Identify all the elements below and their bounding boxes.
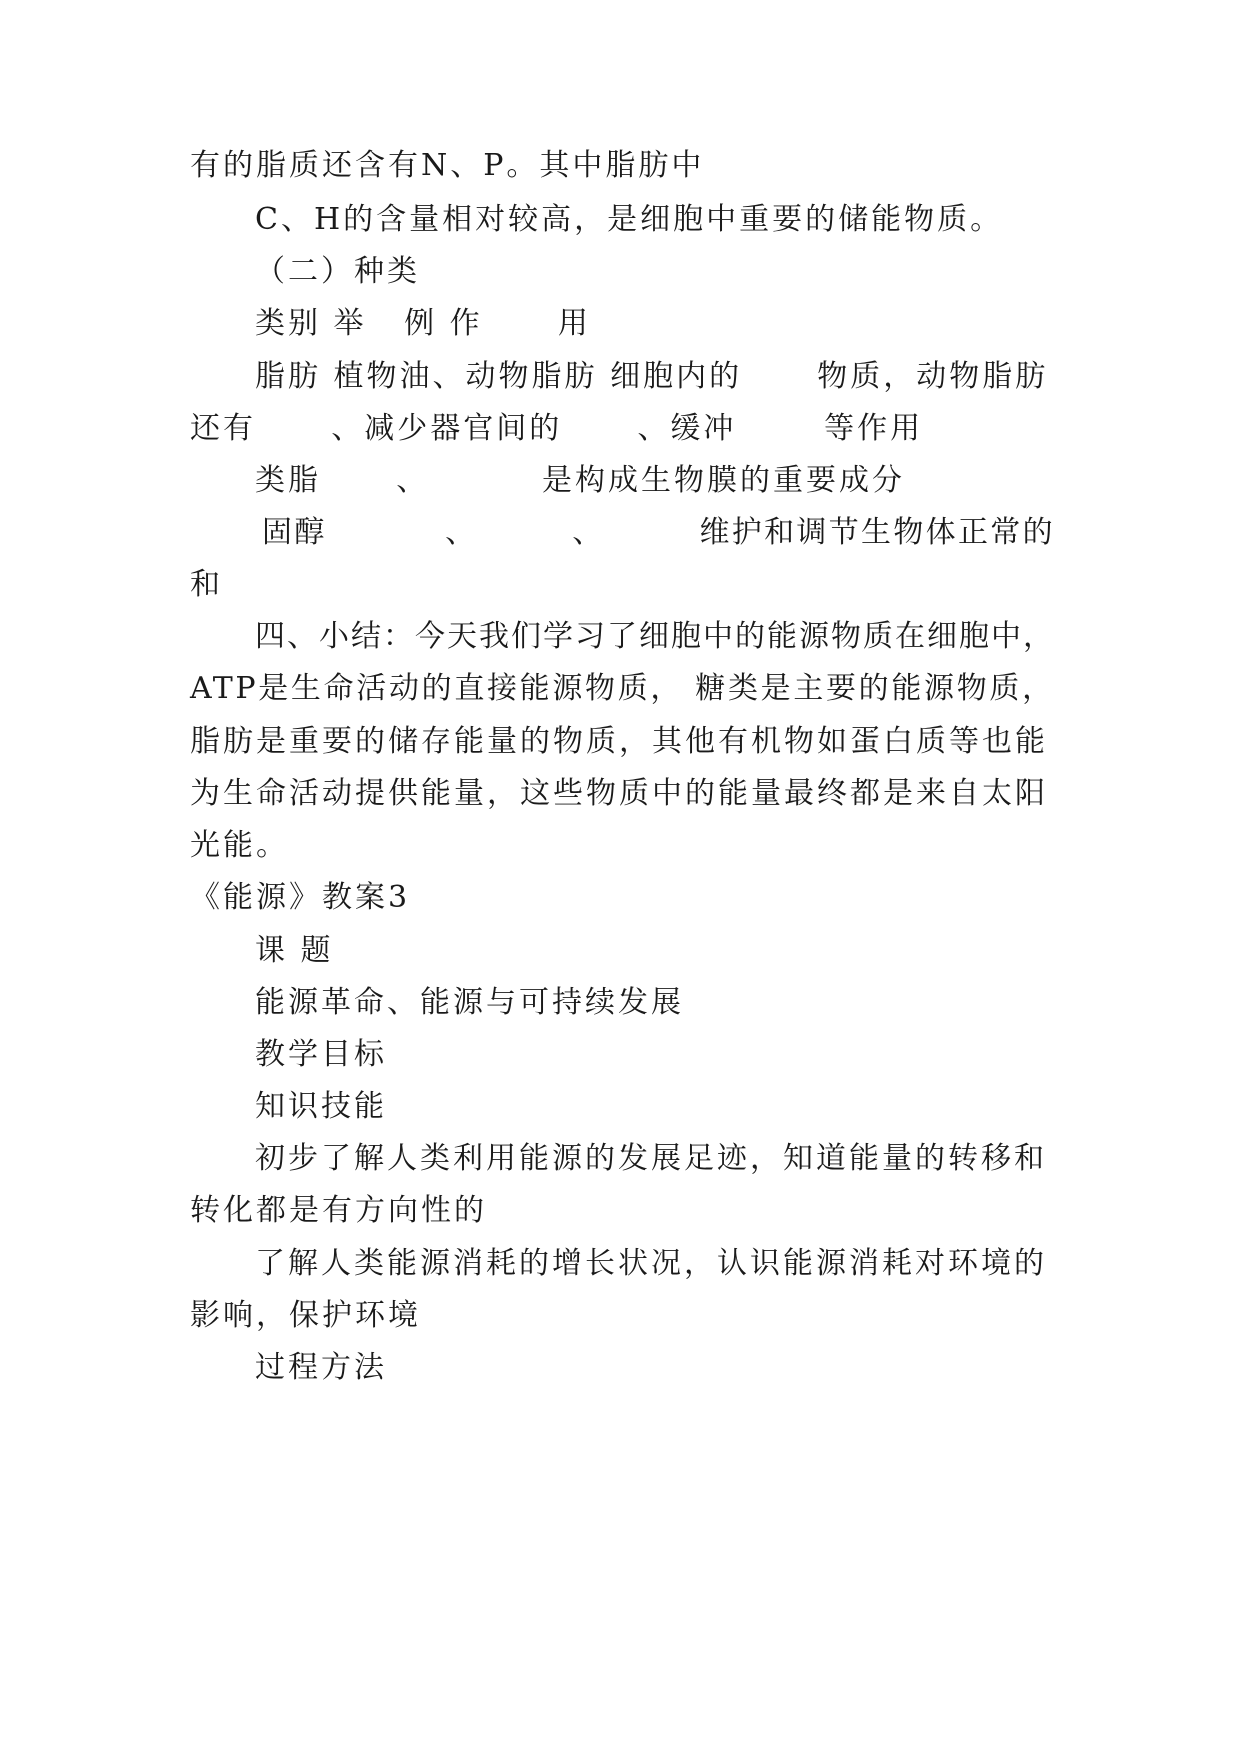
summary-line: ATP是生命活动的直接能源物质， 糖类是主要的能源物质，	[190, 671, 1055, 706]
text-line: 脂肪 植物油、动物脂肪 细胞内的 物质，动物脂肪	[255, 359, 1049, 394]
text-line: 有的脂质还含有N、P。其中脂肪中	[190, 148, 705, 183]
text-line: 还有 、减少器官间的 、缓冲 等作用	[190, 411, 924, 446]
text-line: 能源革命、能源与可持续发展	[255, 985, 684, 1020]
text-line: 转化都是有方向性的	[190, 1193, 487, 1228]
table-header-line: 类别 举 例 作 用	[255, 306, 591, 341]
section-heading: （二）种类	[255, 254, 420, 289]
text-line: 初步了解人类利用能源的发展足迹，知道能量的转移和	[255, 1141, 1047, 1176]
text-line: 了解人类能源消耗的增长状况，认识能源消耗对环境的	[255, 1246, 1047, 1281]
text-line: 固醇 、 、 维护和调节生物体正常的	[262, 515, 1055, 550]
text-line: 类脂 、 是构成生物膜的重要成分	[255, 463, 906, 498]
summary-line: 四、小结：今天我们学习了细胞中的能源物质在细胞中，	[255, 619, 1055, 654]
text-line: 知识技能	[255, 1089, 387, 1124]
text-line: 教学目标	[255, 1037, 387, 1072]
summary-line: 光能。	[190, 828, 289, 863]
text-line: 课 题	[255, 933, 334, 968]
document-title: 《能源》教案3	[190, 880, 411, 915]
summary-line: 为生命活动提供能量，这些物质中的能量最终都是来自太阳	[190, 776, 1048, 811]
text-line: 过程方法	[255, 1350, 387, 1385]
text-line: C、H的含量相对较高，是细胞中重要的储能物质。	[255, 202, 1004, 237]
summary-line: 脂肪是重要的储存能量的物质，其他有机物如蛋白质等也能	[190, 724, 1048, 759]
text-line: 和	[190, 567, 223, 602]
text-line: 影响，保护环境	[190, 1298, 421, 1333]
